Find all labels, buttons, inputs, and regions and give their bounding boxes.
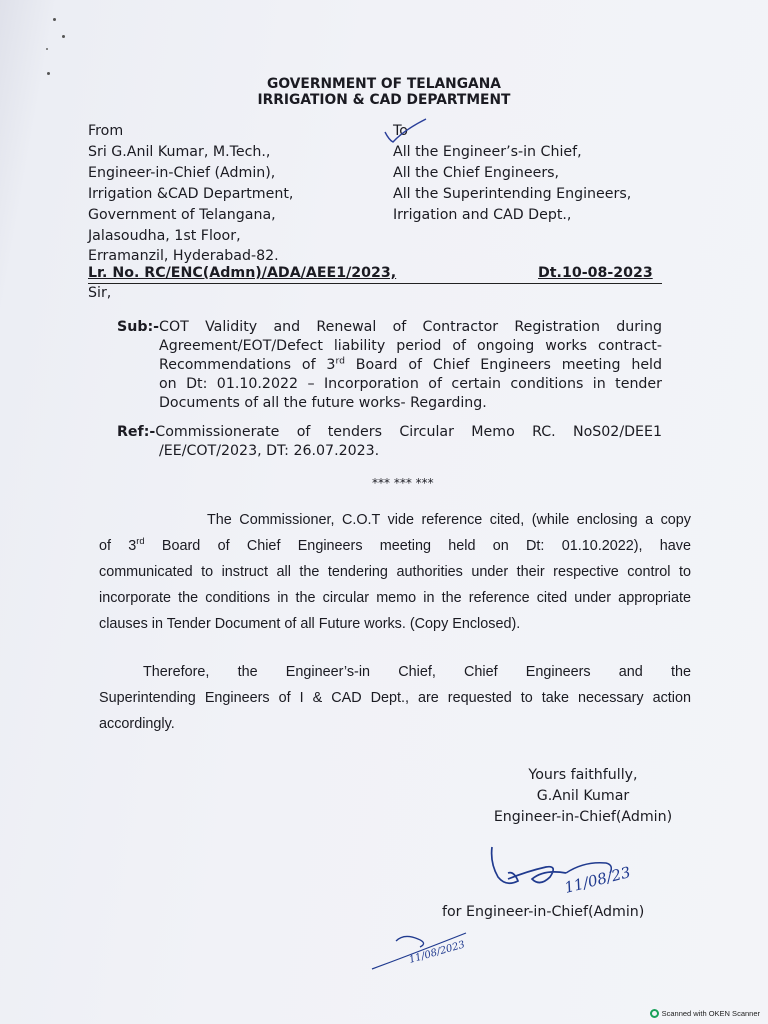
letter-reference-number: Lr. No. RC/ENC(Admn)/ADA/AEE1/2023, — [88, 265, 397, 281]
subject-line: Agreement/EOT/Defect liability period of ongoing works contract- — [159, 338, 662, 354]
closing-block — [458, 765, 708, 828]
body-line: accordingly. — [99, 716, 175, 732]
body-line: communicated to instruct all the tendering authorities under their respective control to — [99, 564, 691, 580]
subject-line: Sub:-COT Validity and Renewal of Contractor Registration during — [117, 319, 662, 335]
body-line: Therefore, the Engineer’s-in Chief, Chief Engineers and the — [143, 664, 691, 680]
salutation: Sir, — [88, 285, 112, 301]
from-label: From — [88, 123, 124, 139]
separator-stars: *** *** *** — [372, 476, 434, 490]
body-line: incorporate the conditions in the circular memo in the reference cited under appropriate — [99, 590, 691, 606]
to-line: Irrigation and CAD Dept., — [393, 207, 572, 223]
body-line: Superintending Engineers of I & CAD Dept., are requested to take necessary action — [99, 690, 691, 706]
subject-block — [117, 318, 662, 413]
subject-line: on Dt: 01.10.2022 – Incorporation of certain conditions in tender — [159, 376, 662, 392]
body-paragraph-1 — [99, 507, 691, 637]
from-line: Irrigation &CAD Department, — [88, 186, 294, 202]
to-line: All the Engineer’s-in Chief, — [393, 144, 582, 160]
handwritten-initial — [370, 925, 480, 975]
scan-speck — [46, 48, 48, 50]
body-line: clauses in Tender Document of all Future works. (Copy Enclosed). — [99, 616, 521, 632]
header-government: GOVERNMENT OF TELANGANA — [267, 76, 501, 92]
scan-speck — [53, 18, 56, 21]
reference-line: /EE/COT/2023, DT: 26.07.2023. — [159, 443, 380, 459]
for-designation: for Engineer-in-Chief(Admin) — [442, 904, 645, 920]
scanner-text: Scanned with OKEN Scanner — [661, 1009, 760, 1018]
from-line: Sri G.Anil Kumar, M.Tech., — [88, 144, 271, 160]
svg-text:11/08/23: 11/08/23 — [562, 863, 633, 897]
subject-line: Documents of all the future works- Regarding. — [159, 395, 487, 411]
header-department: IRRIGATION & CAD DEPARTMENT — [257, 92, 511, 108]
reference-underline — [88, 283, 662, 284]
reference-block — [117, 423, 662, 461]
scan-speck — [47, 72, 50, 75]
body-line: The Commissioner, C.O.T vide reference cited, (while enclosing a copy — [207, 512, 691, 528]
letter-date: Dt.10-08-2023 — [538, 265, 653, 281]
to-line: All the Chief Engineers, — [393, 165, 560, 181]
from-line: Engineer-in-Chief (Admin), — [88, 165, 276, 181]
svg-text:11/08/2023: 11/08/2023 — [407, 939, 467, 966]
yours-faithfully: Yours faithfully, — [528, 767, 638, 783]
from-line: Jalasoudha, 1st Floor, — [88, 228, 241, 244]
scanner-watermark — [650, 1009, 760, 1018]
subject-label: Sub:- — [117, 319, 160, 335]
scanner-logo-icon — [650, 1009, 659, 1018]
from-line: Government of Telangana, — [88, 207, 276, 223]
body-paragraph-2 — [99, 659, 691, 737]
subject-line: Recommendations of 3rd Board of Chief Engineers meeting held — [159, 355, 662, 373]
body-line: of 3rd Board of Chief Engineers meeting held on Dt: 01.10.2022), have — [99, 536, 691, 554]
from-line: Erramanzil, Hyderabad-82. — [88, 248, 279, 264]
reference-line: Ref:-Commissionerate of tenders Circular Memo RC. NoS02/DEE1 — [117, 424, 662, 440]
reference-label: Ref:- — [117, 424, 156, 440]
signatory-designation: Engineer-in-Chief(Admin) — [493, 809, 673, 825]
scan-speck — [62, 35, 65, 38]
to-label: To — [393, 123, 408, 139]
to-line: All the Superintending Engineers, — [393, 186, 632, 202]
signatory-name: G.Anil Kumar — [536, 788, 630, 804]
